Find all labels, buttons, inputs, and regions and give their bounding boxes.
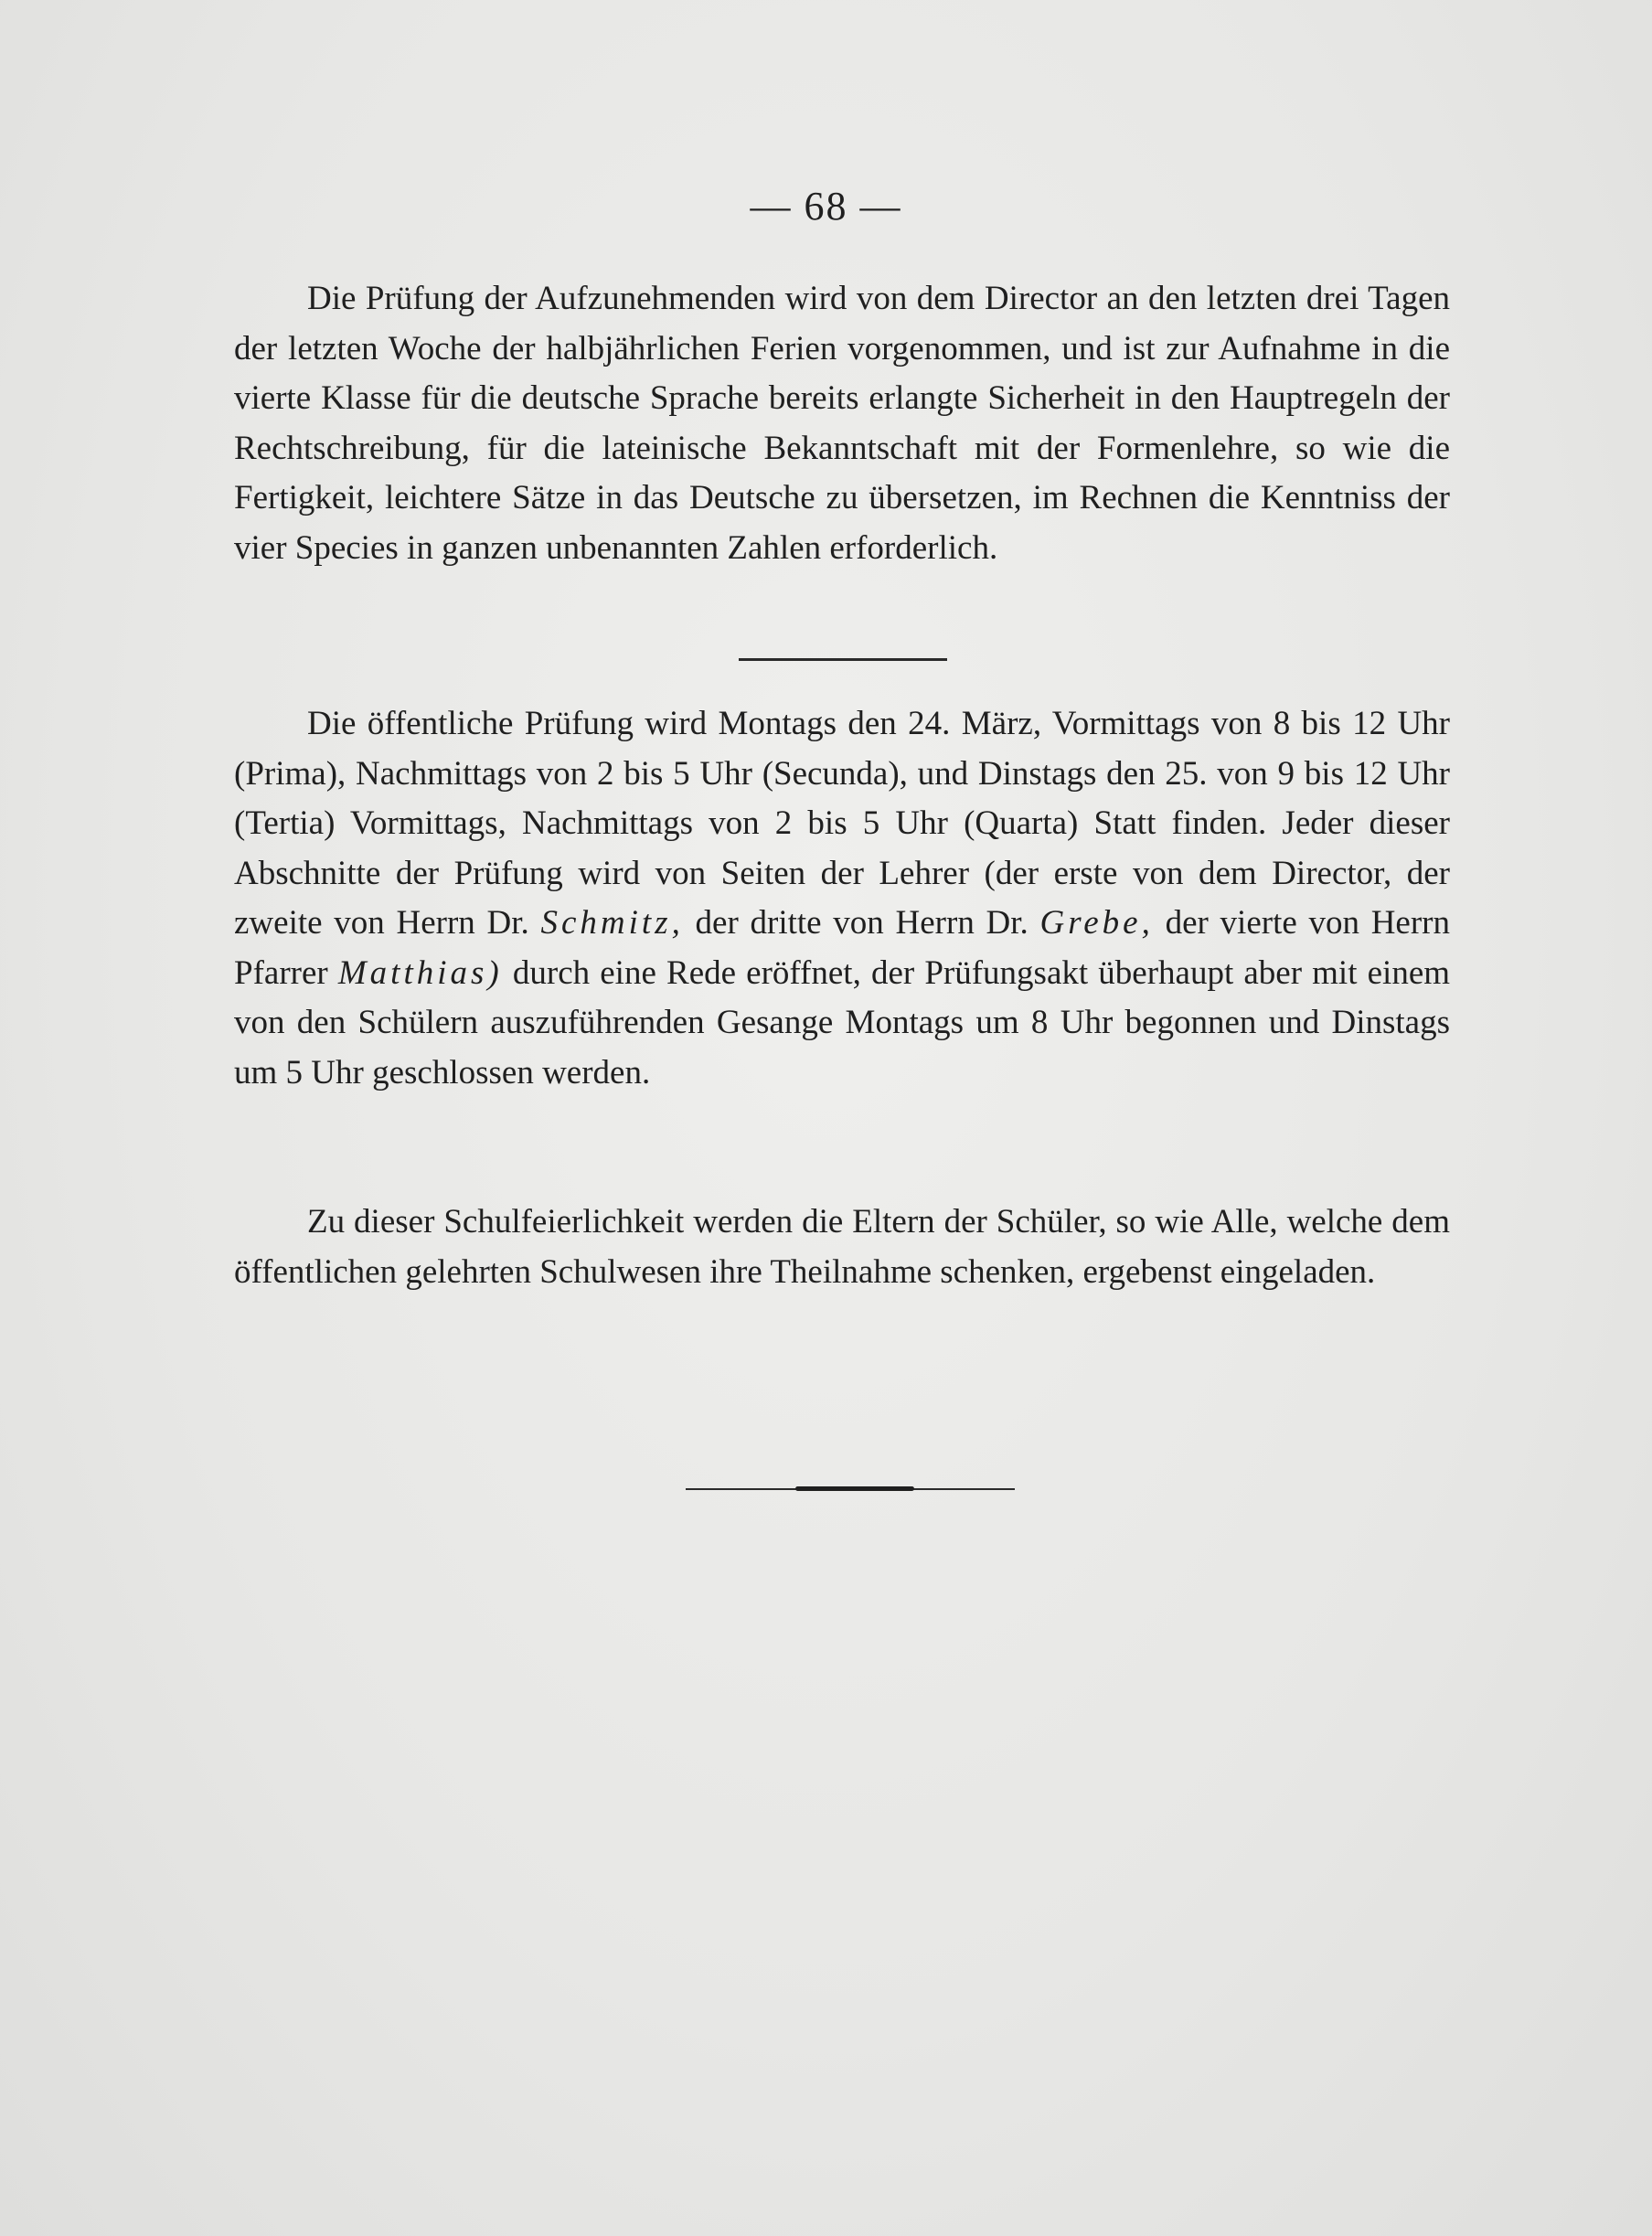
paragraph-text: Die Prüfung der Aufzunehmenden wird von dem Director an den letzten drei Tagen der letzten Woche der halbjährlichen Ferien vorgenommen, und ist zur Aufnahme in die vierte Klasse für die deutsche Sprache bereits erlangte Sicherheit in den Hauptregeln der Rechtschreibung, für die lateinische Bekanntschaft mit der Formenlehre, so wie die Fertigkeit, leichtere Sätze in das Deutsche zu übersetzen, im Rechnen die Kenntniss der vier Species in ganzen unbenannten Zahlen erforderlich. [234,280,1450,567]
text-segment: der vierte von Herrn Pfarrer [234,904,1450,992]
end-divider-ornament [795,1486,914,1491]
paragraph-text: Zu dieser Schulfeierlichkeit werden die Eltern der Schüler, so wie Alle, welche dem öffentlichen gelehrten Schulwesen ihre Theilnahme schenken, ergebenst eingeladen. [234,1203,1450,1291]
teacher-name-schmitz: Schmitz, [540,904,684,942]
teacher-name-matthias: Matthias) [337,953,503,992]
paragraph-public-exam [234,699,1450,1098]
page-number: — 68 — [750,184,902,229]
paragraph-text [234,699,1450,1098]
text-segment: durch eine Rede eröffnet, der Prüfungsakt überhaupt aber mit einem von den Schülern auszuführenden Gesange Montags um 8 Uhr begonnen und Dinstags um 5 Uhr geschlossen werden. [234,953,1451,1091]
text-segment: Die öffentliche Prüfung wird Montags den 24. März, Vormittags von 8 bis 12 Uhr (Prima), Nachmittags von 2 bis 5 Uhr (Secunda), und Dinstags den 25. von 9 bis 12 Uhr (Tertia) Vormittags, Nachmittags von 2 bis 5 Uhr (Quarta) Statt finden. Jeder dieser Abschnitte der Prüfung wird von Seiten der Lehrer (der erste von dem Director, der zweite von Herrn Dr. [234,705,1450,942]
section-divider [739,658,947,661]
paragraph-invitation [234,1198,1450,1297]
teacher-name-grebe: Grebe, [1039,904,1154,942]
text-segment: der dritte von Herrn Dr. [695,904,1029,942]
paragraph-admission-exam [234,274,1450,573]
